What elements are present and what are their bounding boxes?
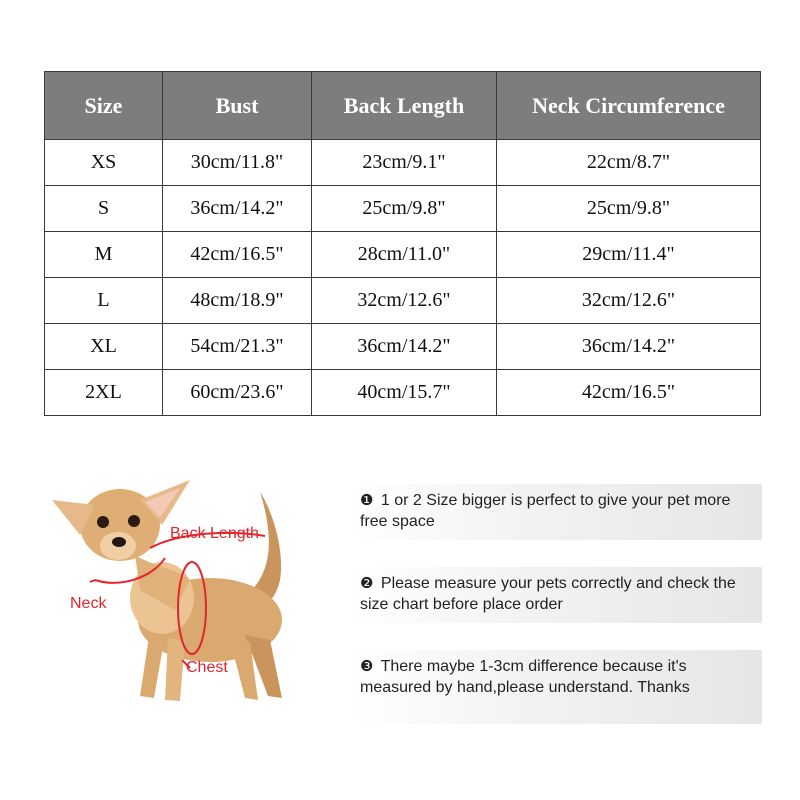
back-length-cell: 40cm/15.7" xyxy=(312,370,497,416)
table-row xyxy=(45,278,761,324)
bust-cell: 36cm/14.2" xyxy=(163,186,312,232)
bust-cell: 54cm/21.3" xyxy=(163,324,312,370)
note-difference-advice xyxy=(352,650,762,724)
header-bust: Bust xyxy=(163,72,312,140)
back-length-label: Back Length xyxy=(170,525,259,542)
note-number-icon: ❷ xyxy=(360,575,374,592)
bust-cell: 48cm/18.9" xyxy=(163,278,312,324)
bust-cell: 42cm/16.5" xyxy=(163,232,312,278)
neck-cell: 36cm/14.2" xyxy=(497,324,761,370)
neck-cell: 42cm/16.5" xyxy=(497,370,761,416)
note-number-icon: ❸ xyxy=(360,658,374,675)
chest-label: Chest xyxy=(186,659,228,676)
neck-cell: 32cm/12.6" xyxy=(497,278,761,324)
size-cell: M xyxy=(45,232,163,278)
neck-cell: 22cm/8.7" xyxy=(497,140,761,186)
table-row xyxy=(45,186,761,232)
table-row xyxy=(45,140,761,186)
back-length-cell: 28cm/11.0" xyxy=(312,232,497,278)
note-text: There maybe 1-3cm difference because it's measured by hand,please understand. Thanks xyxy=(360,658,690,696)
bust-cell: 60cm/23.6" xyxy=(163,370,312,416)
back-length-cell: 23cm/9.1" xyxy=(312,140,497,186)
size-cell: L xyxy=(45,278,163,324)
table-row xyxy=(45,324,761,370)
size-cell: XS xyxy=(45,140,163,186)
back-length-cell: 36cm/14.2" xyxy=(312,324,497,370)
neck-label: Neck xyxy=(70,595,107,612)
note-text: 1 or 2 Size bigger is perfect to give your pet more free space xyxy=(360,492,731,530)
dog-measurement-diagram xyxy=(40,470,340,720)
size-cell: S xyxy=(45,186,163,232)
neck-cell: 25cm/9.8" xyxy=(497,186,761,232)
header-neck-circumference: Neck Circumference xyxy=(497,72,761,140)
note-size-advice xyxy=(352,484,762,540)
table-header-row xyxy=(45,72,761,140)
note-number-icon: ❶ xyxy=(360,492,374,509)
table-row xyxy=(45,232,761,278)
dog-illustration xyxy=(52,480,282,701)
bust-cell: 30cm/11.8" xyxy=(163,140,312,186)
header-size: Size xyxy=(45,72,163,140)
back-length-cell: 32cm/12.6" xyxy=(312,278,497,324)
size-chart-table xyxy=(44,71,761,416)
note-measure-advice xyxy=(352,567,762,623)
back-length-cell: 25cm/9.8" xyxy=(312,186,497,232)
header-back-length: Back Length xyxy=(312,72,497,140)
size-cell: XL xyxy=(45,324,163,370)
size-cell: 2XL xyxy=(45,370,163,416)
neck-cell: 29cm/11.4" xyxy=(497,232,761,278)
note-text: Please measure your pets correctly and check the size chart before place order xyxy=(360,575,736,613)
table-row xyxy=(45,370,761,416)
